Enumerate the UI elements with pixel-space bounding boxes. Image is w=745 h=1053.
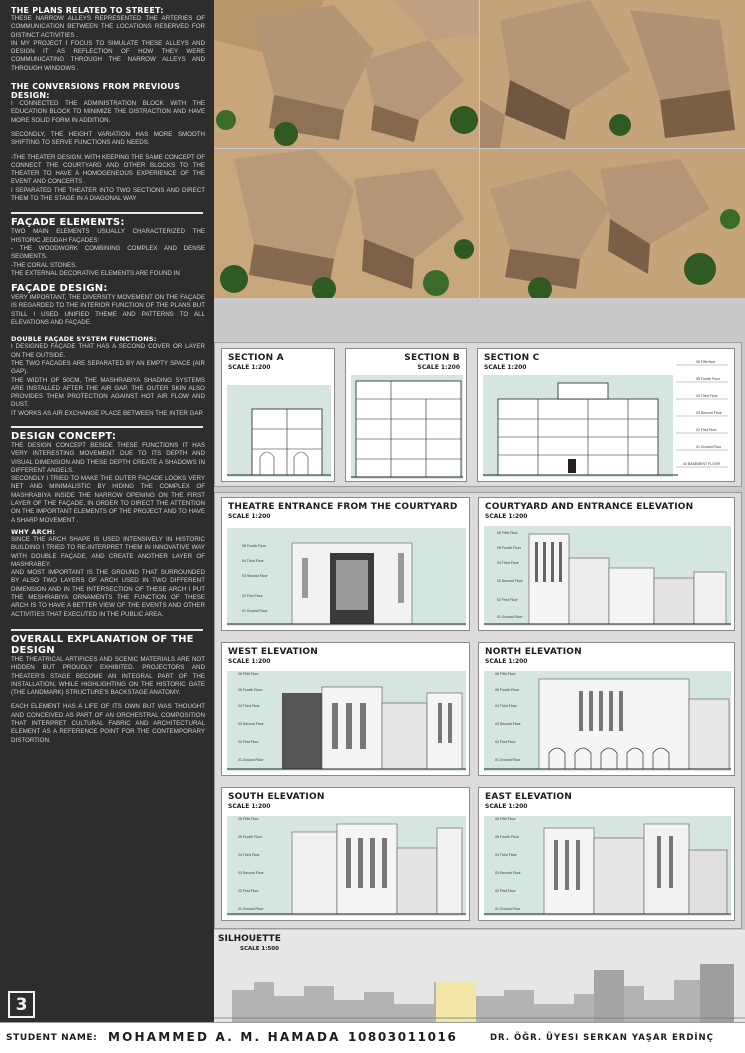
arch-paragraph-1: SINCE THE ARCH SHAPE IS USED INTENSIVELY IN HISTORIC BUILDING I TRIED TO RE-INTERPRET THEM IN INNOVATIVE WAY WITH DOUBLE FAÇADE, AND CREATE ANOTHER LAYER OF MASHRABEY.: [11, 535, 205, 568]
render-aerial-1: [214, 0, 479, 148]
south-scale: SCALE 1:200: [228, 803, 271, 810]
conversions-paragraph-2: SECONDLY, THE HEIGHT VARIATION HAS MORE SMOOTH SHIFTING TO SERVE FUNCTIONS AND NEEDS.: [11, 130, 205, 147]
level-label: 03 Second Floor: [495, 871, 521, 875]
level-label: 04 Third Floor: [238, 853, 260, 857]
streets-paragraph-1: THESE NARROW ALLEYS REPRESENTED THE ARTERIES OF COMMUNICATION BETWEEN THE LOCATIONS RESERVED FOR DISTINCT ACTIVITIES .: [11, 15, 205, 39]
level-label: 03 Second Floor: [696, 411, 722, 415]
level-label: 03 Second Floor: [497, 579, 523, 583]
courtyard-scale: SCALE 1:200: [485, 513, 528, 520]
spacer-band: [214, 298, 745, 338]
level-label: 06 Fifth Floor: [495, 672, 516, 676]
level-label: 06 Fifth Floor: [238, 817, 259, 821]
render-aerial-4: [480, 149, 745, 298]
double-facade-heading: DOUBLE FAÇADE SYSTEM FUNCTIONS:: [11, 335, 157, 344]
divider: [11, 212, 203, 214]
theatre-title: THEATRE ENTRANCE FROM THE COURTYARD: [228, 502, 458, 512]
level-label: 04 Third Floor: [497, 561, 519, 565]
design-concept-heading: DESIGN CONCEPT:: [11, 430, 117, 442]
supervisor-name: DR. ÖĞR. ÜYESI SERKAN YAŞAR ERDİNÇ: [490, 1033, 714, 1043]
level-label: 05 Fourth Floor: [495, 835, 519, 839]
theatre-entrance-panel: [221, 497, 470, 631]
conversions-paragraph-4: I SEPARATED THE THEATER INTO TWO SECTIONS AND DIRECT THEM TO THE STAGE IN A DIAGONAL WAY: [11, 186, 205, 203]
level-label: 01 Ground Floor: [495, 758, 521, 762]
silhouette-panel: [214, 930, 745, 1022]
level-label: 02 First Floor: [497, 598, 518, 602]
south-title: SOUTH ELEVATION: [228, 792, 325, 802]
render-aerial-2: [480, 0, 745, 148]
level-label: 01 Ground Floor: [238, 907, 264, 911]
facade-paragraph-1: TWO MAIN ELEMENTS USUALLY CHARACTERIZED THE HISTORIC JEDDAH FAÇADES:: [11, 228, 205, 244]
level-label: 05 Fourth Floor: [242, 544, 266, 548]
level-label: 05 Fourth Floor: [495, 688, 519, 692]
north-title: NORTH ELEVATION: [485, 647, 582, 657]
conversions-paragraph-3: -THE THEATER DESIGN: WITH KEEPING THE SAME CONCEPT OF CONNECT THE COURTYARD AND OTHER BLOCKS TO THE THEATER TO HAVE A HOMOGENEOUS EXPERIENCE OF THE EVENT AND CONCERTS .: [11, 153, 205, 186]
level-label: 03 Second Floor: [495, 722, 521, 726]
level-label: 02 First Floor: [495, 740, 516, 744]
courtyard-elevation-panel: [478, 497, 735, 631]
level-label: 04 Third Floor: [696, 394, 718, 398]
student-label: STUDENT NAME:: [6, 1033, 98, 1043]
level-label: 06 Fifth floor: [696, 360, 716, 364]
courtyard-title: COURTYARD AND ENTRANCE ELEVATION: [485, 502, 694, 512]
facade-design-paragraph: VERY IMPORTANT, THE DIVERSITY MOVEMENT ON THE FAÇADE IS REGARDED TO THE INTERIOR FUNCTION OF THE PLANS BUT STILL I USED UNIFIED THEME AND PATTERNS TO ALL ELEVATIONS AND FAÇADE.: [11, 294, 205, 327]
level-label: 02 First Floor: [696, 428, 717, 432]
east-title: EAST ELEVATION: [485, 792, 572, 802]
section-c-title: SECTION C: [484, 353, 540, 363]
level-label: 02 First Floor: [238, 740, 259, 744]
level-label: 02 First Floor: [495, 889, 516, 893]
render-aerial-3: [214, 149, 479, 298]
facade-paragraph-2: - THE WOODWORK COMBINING COMPLEX AND DENSE SEGMENTS.: [11, 244, 205, 261]
north-scale: SCALE 1:200: [485, 658, 528, 665]
divider: [11, 629, 203, 631]
level-label: 04 Third Floor: [238, 704, 260, 708]
overall-explanation-heading: OVERALL EXPLANATION OF THE DESIGN: [11, 633, 194, 656]
double-facade-paragraph-3: THE WIDTH OF 50CM, THE MASHRABIYA SHADING SYSTEMS ARE INSTALLED AFTER THE AIR GAP. THE OUTER SKIN ALSO PROVIDES THEM PROTECTION AGAINST HOT AIR FLOW AND DUST.: [11, 376, 205, 409]
silhouette-scale: SCALE 1:500: [240, 946, 279, 952]
level-label: 03 Second Floor: [238, 722, 264, 726]
section-a-title: SECTION A: [228, 353, 284, 363]
section-c-scale: SCALE 1:200: [484, 364, 527, 371]
level-label: 04 Third Floor: [242, 559, 264, 563]
level-label: 01 Ground Floor: [497, 615, 523, 619]
facade-paragraph-3: -THE CORAL STONES.: [11, 261, 78, 269]
east-scale: SCALE 1:200: [485, 803, 528, 810]
overall-paragraph-1: THE THEATRICAL ARTIFICES AND SCENIC MATERIALS ARE NOT HIDDEN BUT PROUDLY EXHIBITED. PROJECTORS AND THEATER'S STAGE BECOME AN INTEGRAL PART OF THE INSTALLATION, WHILE HIGHLIGHTING ON THE HISTORIC GATE (THE LANDMARK) STRUCTURE'S BACKSTAGE ANATOMY.: [11, 655, 205, 697]
divider: [11, 426, 203, 428]
why-arch-heading: WHY ARCH:: [11, 527, 56, 536]
level-label: 01 Ground Floor: [495, 907, 521, 911]
section-a-panel: [221, 348, 335, 482]
double-facade-paragraph-2: THE TWO FACADES ARE SEPARATED BY AN EMPTY SPACE (AIR GAP).: [11, 359, 205, 376]
level-label: 03 Second Floor: [238, 871, 264, 875]
concept-paragraph-2: SECONDLY I TRIED TO MAKE THE OUTER FAÇADE LOOKS VERY NET AND MINIMALISTIC BY HIDING THE COMPLEX OF MASHRABIYA INSIDE THE NARROW OPENING ON THE FIRST LAYER OF THE FAÇADE, IN ORDER TO DIRECT THE ATTENTION ON THE IMPORTANT ELEMENTS OF THE PROJECT AND TO HAVE A SHARP MOVEMENT .: [11, 475, 205, 524]
level-label: 01 Ground Floor: [242, 609, 268, 613]
level-label: 01 Ground Floor: [238, 758, 264, 762]
level-label: 06 Fifth Floor: [238, 672, 259, 676]
south-elevation-panel: [221, 787, 470, 921]
facade-design-heading: FAÇADE DESIGN:: [11, 283, 108, 295]
level-label: 05 Fourth Floor: [238, 688, 262, 692]
north-elevation-panel: [478, 642, 735, 776]
level-label: 06 Fifth Floor: [495, 817, 516, 821]
conversions-heading: THE CONVERSIONS FROM PREVIOUS DESIGN:: [11, 82, 181, 101]
section-b-panel: [345, 348, 467, 482]
streets-paragraph-2: IN MY PROJECT I FOCUS TO SIMULATE THESE ALLEYS AND DESIGN IT AS REFLECTION OF HOW THEY WERE COMMUNICATING THROUGH THE NARROW ALLEYS AND THROUGH WINDOWS .: [11, 39, 205, 72]
student-name: MOHAMMED A. M. HAMADA: [108, 1030, 341, 1044]
west-scale: SCALE 1:200: [228, 658, 271, 665]
facade-elements-heading: FAÇADE ELEMENTS:: [11, 217, 125, 229]
level-label: 01 Ground Floor: [696, 445, 722, 449]
student-id: 10803011016: [348, 1030, 458, 1044]
facade-paragraph-4: THE EXTERNAL DECORATIVE ELEMENTS ARE FOUND IN: [11, 269, 180, 277]
level-label: 06 Fifth Floor: [497, 531, 518, 535]
level-label: 05 Fourth Floor: [696, 377, 720, 381]
overall-paragraph-2: EACH ELEMENT HAS A LIFE OF ITS OWN BUT WAS THOUGHT AND CONCEIVED AS PART OF AN ORCHESTRAL COMPOSITION THAT INTERPRET CULTURAL FABRIC AND ARCHITECTURAL ELEMENT AS A REFERENCE POINT FOR THE CONTEMPORARY DISTORTION.: [11, 703, 205, 744]
section-b-scale: SCALE 1:200: [417, 364, 460, 371]
section-c-panel: [477, 348, 735, 482]
east-elevation-panel: [478, 787, 735, 921]
text-column: [0, 0, 214, 1022]
footer: [0, 1022, 745, 1053]
level-label: 04 Third Floor: [495, 704, 517, 708]
section-a-scale: SCALE 1:200: [228, 364, 271, 371]
level-label: 03 Second Floor: [242, 574, 268, 578]
level-label: 05 Fourth Floor: [238, 835, 262, 839]
arch-paragraph-2: AND MOST IMPORTANT IS THE GROUND THAT SURROUNDED BY ALSO TWO LAYERS OF ARCH USED IN TWO DIFFERENT DIMENSION AND IN THE INTERSECTION OF THESE ARCH I PUT THE MESHRABIYA ORNAMENTS THE FUNCTION OF THESE ARCH IS TO HAVE A BETTER VIEW OF THE EVENTS AND OTHER ACTIVITIES THAT EXECUTED IN THE PUBLIC AREA.: [11, 569, 205, 618]
level-label: 02 First Floor: [242, 594, 263, 598]
streets-heading: THE PLANS RELATED TO STREET:: [11, 6, 164, 15]
level-label: 05 Fourth Floor: [497, 546, 521, 550]
page-number: 3: [8, 991, 35, 1018]
conversions-paragraph-1: I CONNECTED THE ADMINISTRATION BLOCK WITH THE EDUCATION BLOCK TO MINIMIZE THE DISTRACTION AND HAVE MORE SOLID FORM IN ADDITION.: [11, 100, 205, 124]
west-elevation-panel: [221, 642, 470, 776]
double-facade-paragraph-4: IT WORKS AS AIR EXCHANGE PLACE BETWEEN THE INTER GAP.: [11, 409, 204, 417]
level-label: 04 Third Floor: [495, 853, 517, 857]
concept-paragraph-1: THE DESIGN CONCEPT BESIDE THESE FUNCTIONS IT HAS VERY INTERESTING MOVEMENT DUE TO ITS DEPTH AND VISUAL DIMENSION AND THESE DEPTH CREATE A SHADOWS IN DIFFERENT ANGELS.: [11, 441, 205, 474]
double-facade-paragraph-1: I DESIGNED FAÇADE THAT HAS A SECOND COVER OR LAYER ON THE OUTSIDE.: [11, 343, 205, 359]
section-b-title: SECTION B: [404, 353, 460, 363]
theatre-scale: SCALE 1:200: [228, 513, 271, 520]
section-c-levels: [676, 360, 728, 467]
level-label: 02 First Floor: [238, 889, 259, 893]
level-label: 00 BASEMENT FLOOR: [683, 462, 721, 466]
silhouette-title: SILHOUETTE: [218, 934, 281, 944]
west-title: WEST ELEVATION: [228, 647, 318, 657]
